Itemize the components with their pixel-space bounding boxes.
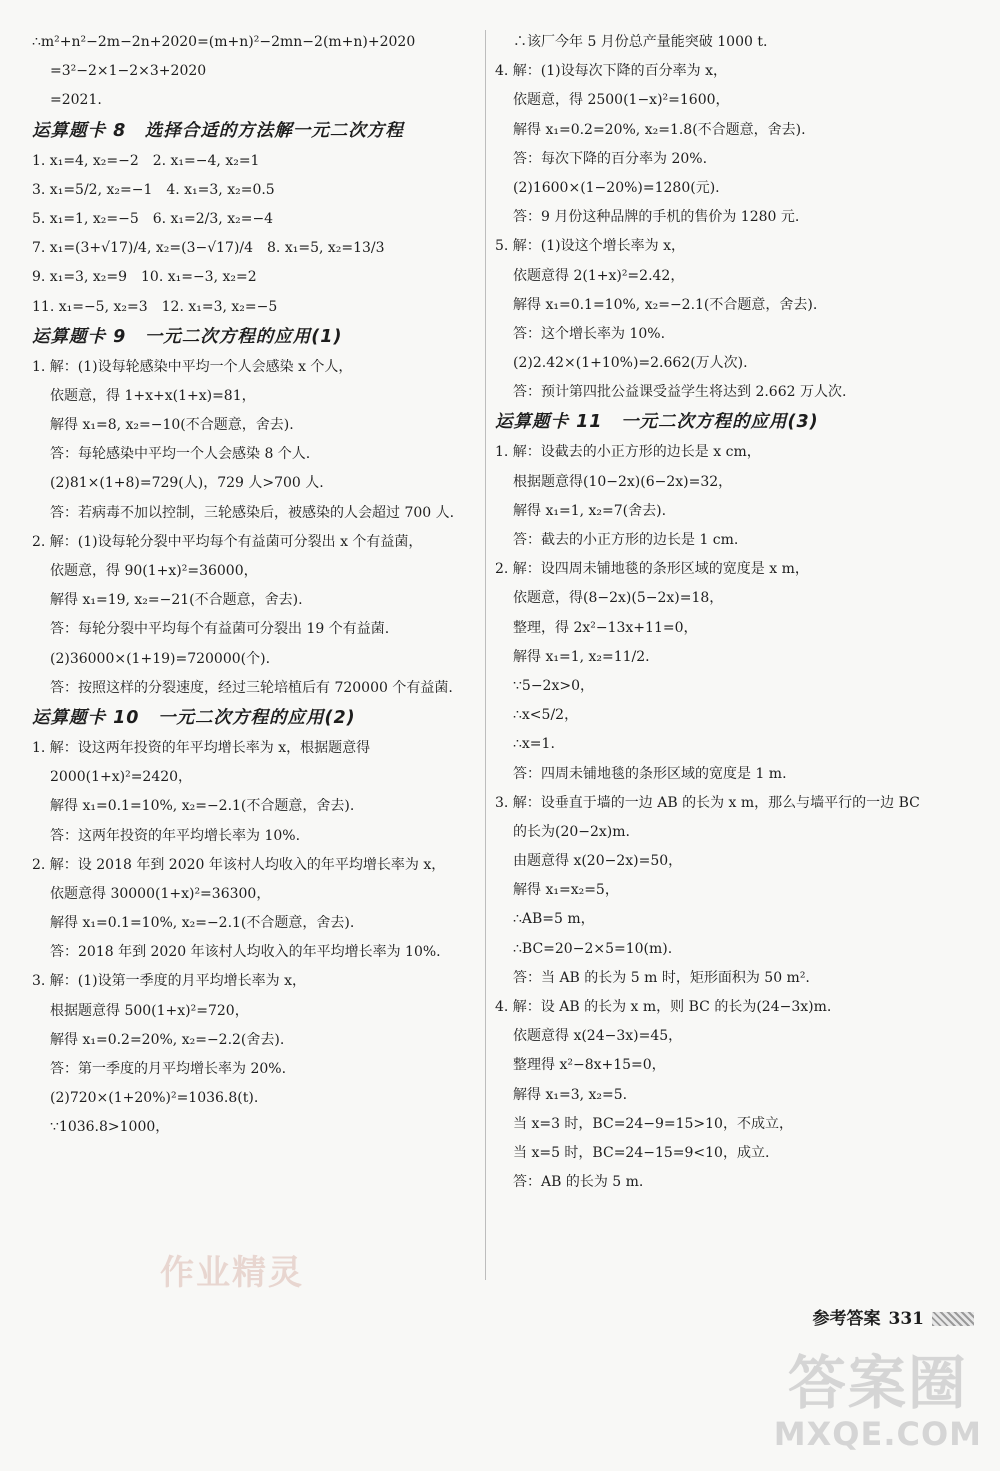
answer-line: 依题意，得 1+x+x(1+x)=81， xyxy=(50,387,256,404)
answer-line: 解得 x₁=19, x₂=−21(不合题意，舍去). xyxy=(50,592,303,609)
watermark-logo: 答案圈 xyxy=(787,1349,968,1417)
answer-line: 答：每轮分裂中平均每个有益菌可分裂出 19 个有益菌. xyxy=(50,621,390,638)
answer-line: 7. x₁=(3+√17)/4, x₂=(3−√17)/4 8. x₁=5, x₂=13/3 xyxy=(32,240,385,257)
answer-line: 2. 解：设 2018 年到 2020 年该村人均收入的年平均增长率为 x， xyxy=(32,856,446,873)
answer-line: 根据题意得(10−2x)(6−2x)=32， xyxy=(513,473,733,490)
answer-line: 整理得 x²−8x+15=0， xyxy=(513,1057,666,1074)
answer-line: 5. x₁=1, x₂=−5 6. x₁=2/3, x₂=−4 xyxy=(32,210,274,227)
answer-line: 答：这个增长率为 10%. xyxy=(513,325,666,342)
answer-line: 2000(1+x)²=2420， xyxy=(50,769,193,786)
answer-line: 3. 解：设垂直于墙的一边 AB 的长为 x m，那么与墙平行的一边 BC xyxy=(495,794,920,811)
answer-line: 答：每轮感染中平均一个人会感染 8 个人. xyxy=(50,446,311,463)
answer-line: (2)720×(1+20%)²=1036.8(t). xyxy=(50,1090,259,1107)
answer-line: (2)36000×(1+19)=720000(个). xyxy=(50,650,271,667)
answer-line: 3. x₁=5/2, x₂=−1 4. x₁=3, x₂=0.5 xyxy=(32,181,275,198)
answer-line: =2021. xyxy=(50,92,102,109)
answer-line: 解得 x₁=1, x₂=7(舍去). xyxy=(513,502,667,519)
answer-line: ∴该厂今年 5 月份总产量能突破 1000 t. xyxy=(513,34,768,50)
answer-line: 1. 解：设这两年投资的年平均增长率为 x，根据题意得 xyxy=(32,739,371,756)
answer-line: 2. 解：设四周未铺地毯的条形区域的宽度是 x m， xyxy=(495,561,809,578)
answer-line: 依题意，得 2500(1−x)²=1600， xyxy=(513,92,730,109)
answer-line: ∵1036.8>1000， xyxy=(50,1119,170,1136)
answer-line: 2. 解：(1)设每轮分裂中平均每个有益菌可分裂出 x 个有益菌， xyxy=(32,533,423,550)
answer-line: 4. 解：设 AB 的长为 x m，则 BC 的长为(24−3x)m. xyxy=(495,999,832,1015)
answer-line: 解得 x₁=3, x₂=5. xyxy=(513,1086,628,1103)
answer-line: 答：第一季度的月平均增长率为 20%. xyxy=(50,1061,287,1077)
answer-line: (2)2.42×(1+10%)=2.662(万人次). xyxy=(513,355,748,372)
section-heading: 运算题卡 8 选择合适的方法解一元二次方程 xyxy=(32,120,404,141)
answer-line: 解得 x₁=0.2=20%, x₂=1.8(不合题意，舍去). xyxy=(513,121,806,138)
section-heading: 运算题卡 9 一元二次方程的应用(1) xyxy=(32,326,343,347)
answer-line: 解得 x₁=8, x₂=−10(不合题意，舍去). xyxy=(50,417,294,434)
column-divider xyxy=(485,30,486,1280)
answer-line: 的长为(20−2x)m. xyxy=(513,823,630,840)
answer-line: 由题意得 x(20−2x)=50， xyxy=(513,853,683,870)
right-column xyxy=(495,28,975,1197)
answer-line: 根据题意得 500(1+x)²=720， xyxy=(50,1002,249,1019)
answer-line: 1. x₁=4, x₂=−2 2. x₁=−4, x₂=1 xyxy=(32,152,260,169)
answer-line: ∴AB=5 m， xyxy=(513,911,595,928)
left-column xyxy=(32,28,477,1143)
answer-line: ∴m²+n²−2m−2n+2020=(m+n)²−2mn−2(m+n)+2020 xyxy=(32,34,416,50)
answer-line: 解得 x₁=0.1=10%, x₂=−2.1(不合题意，舍去). xyxy=(513,296,818,313)
answer-line: 答：当 AB 的长为 5 m 时，矩形面积为 50 m². xyxy=(513,969,810,986)
answer-line: 解得 x₁=x₂=5， xyxy=(513,882,619,899)
answer-line: ∵5−2x>0， xyxy=(513,677,594,694)
section-heading: 运算题卡 10 一元二次方程的应用(2) xyxy=(32,707,356,728)
footer-label: 参考答案 xyxy=(812,1309,881,1329)
faint-stamp: 作业精灵 xyxy=(160,1253,304,1293)
answer-line: 1. 解：(1)设每轮感染中平均一个人会感染 x 个人， xyxy=(32,358,353,375)
answer-line: ∴x<5/2， xyxy=(513,707,579,724)
answer-line: 依题意得 30000(1+x)²=36300， xyxy=(50,885,271,902)
answer-line: (2)81×(1+8)=729(人)，729 人>700 人. xyxy=(50,475,324,492)
answer-line: 5. 解：(1)设这个增长率为 x， xyxy=(495,238,685,255)
site-watermark xyxy=(774,1351,982,1453)
answer-line: ∴x=1. xyxy=(513,736,555,753)
answer-line: 解得 x₁=0.2=20%, x₂=−2.2(舍去). xyxy=(50,1031,285,1048)
answer-line: 答：2018 年到 2020 年该村人均收入的年平均增长率为 10%. xyxy=(50,944,441,961)
answer-line: 答：四周未铺地毯的条形区域的宽度是 1 m. xyxy=(513,765,787,782)
footer-decoration xyxy=(932,1312,974,1326)
section-heading: 运算题卡 11 一元二次方程的应用(3) xyxy=(495,412,819,433)
answer-line: 答：每次下降的百分率为 20%. xyxy=(513,150,708,167)
answer-line: 4. 解：(1)设每次下降的百分率为 x， xyxy=(495,63,727,80)
answer-line: 依题意，得(8−2x)(5−2x)=18， xyxy=(513,590,724,607)
answer-line: 答：这两年投资的年平均增长率为 10%. xyxy=(50,827,301,844)
answer-line: 解得 x₁=0.1=10%, x₂=−2.1(不合题意，舍去). xyxy=(50,915,355,932)
answer-line: 答：预计第四批公益课受益学生将达到 2.662 万人次. xyxy=(513,384,847,401)
page-footer xyxy=(813,1304,975,1334)
answer-line: 答：按照这样的分裂速度，经过三轮培植后有 720000 个有益菌. xyxy=(50,679,453,696)
watermark-url: MXQE.COM xyxy=(773,1415,982,1453)
answer-line: 依题意得 x(24−3x)=45， xyxy=(513,1028,683,1045)
answer-line: 解得 x₁=1, x₂=11/2. xyxy=(513,648,650,665)
answer-line: 9. x₁=3, x₂=9 10. x₁=−3, x₂=2 xyxy=(32,269,257,286)
answer-line: (2)1600×(1−20%)=1280(元). xyxy=(513,179,720,196)
answer-line: 整理，得 2x²−13x+11=0， xyxy=(513,619,698,636)
answer-line: 依题意，得 90(1+x)²=36000， xyxy=(50,563,258,579)
answer-line: 当 x=3 时，BC=24−9=15>10，不成立， xyxy=(513,1115,793,1132)
answer-line: 答：若病毒不加以控制，三轮感染后，被感染的人会超过 700 人. xyxy=(50,504,455,521)
answer-line: 答：截去的小正方形的边长是 1 cm. xyxy=(513,532,739,548)
answer-line: =3²−2×1−2×3+2020 xyxy=(50,63,207,80)
answer-line: 解得 x₁=0.1=10%, x₂=−2.1(不合题意，舍去). xyxy=(50,798,355,815)
answer-line: ∴BC=20−2×5=10(m). xyxy=(513,940,673,957)
answer-line: 答：AB 的长为 5 m. xyxy=(513,1174,644,1191)
answer-line: 11. x₁=−5, x₂=3 12. x₁=3, x₂=−5 xyxy=(32,298,278,315)
answer-line: 3. 解：(1)设第一季度的月平均增长率为 x， xyxy=(32,973,306,990)
page-number: 331 xyxy=(888,1309,924,1329)
answer-line: 当 x=5 时，BC=24−15=9<10，成立. xyxy=(513,1144,770,1161)
answer-line: 依题意得 2(1+x)²=2.42， xyxy=(513,267,685,284)
answer-line: 答：9 月份这种品牌的手机的售价为 1280 元. xyxy=(513,209,800,226)
answer-line: 1. 解：设截去的小正方形的边长是 x cm， xyxy=(495,444,761,461)
